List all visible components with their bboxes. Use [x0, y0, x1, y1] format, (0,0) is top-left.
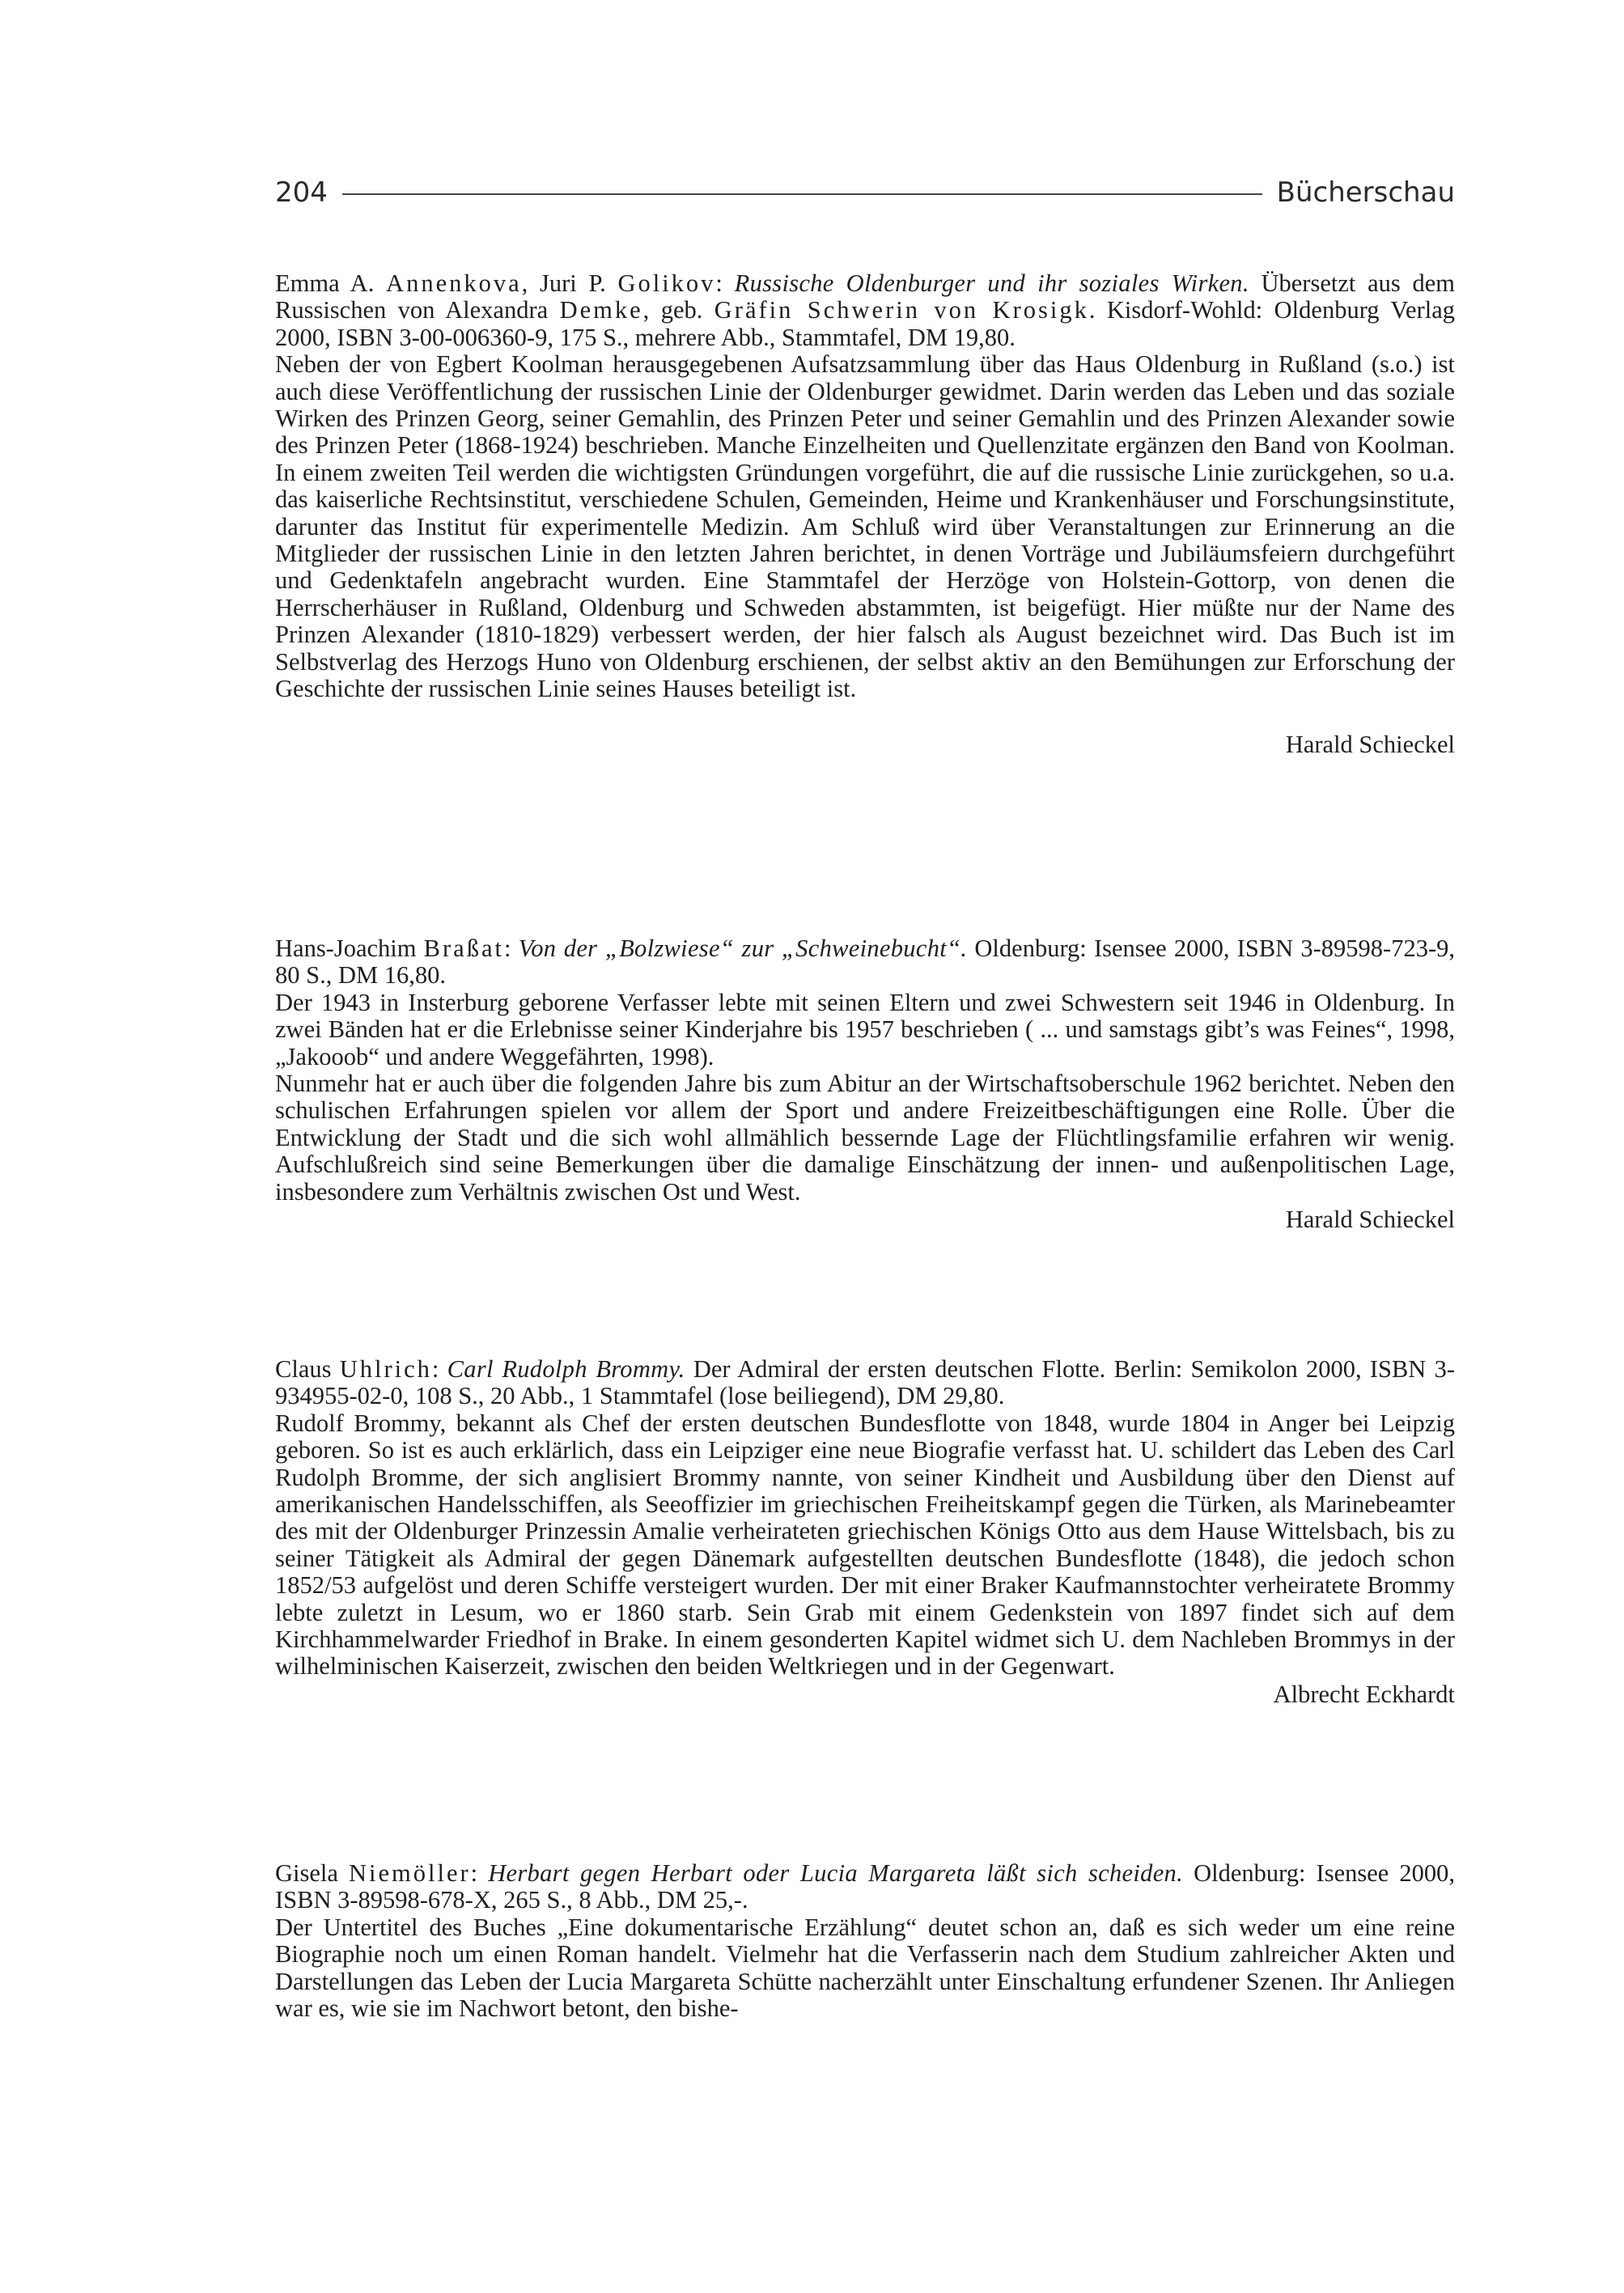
bibliographic-entry: Emma A. Annenkova, Juri P. Golikov: Russische Oldenburger und ihr soziales Wirken. Übersetzt aus dem Russischen von Alexandra Demke, geb. Gräfin Schwerin von Krosigk. Kisdorf-Wohld: Oldenburg Verlag 2000, ISBN 3-00-006360-9, 175 S., mehrere Abb., Stammtafel, DM 19,80. [275, 269, 1456, 351]
review-body: Der Untertitel des Buches „Eine dokumentarische Erzählung“ deutet schon an, daß es sich weder um eine reine Biographie noch um einen Roman handelt. Vielmehr hat die Verfasserin nach dem Studium zahlreicher Akten und Darstellungen das Leben der Lucia Margareta Schütte nacherzählt unter Einschaltung erfundener Szenen. Ihr Anliegen war es, wie sie im Nachwort betont, den bishe- [275, 1913, 1455, 2023]
header-rule [342, 193, 1262, 195]
bibliographic-entry: Claus Uhlrich: Carl Rudolph Brommy. Der Admiral der ersten deutschen Flotte. Berlin: Semikolon 2000, ISBN 3-934955-02-0, 108 S., 20 Abb., 1 Stammtafel (lose beiliegend), DM 29,80. [275, 1355, 1455, 1410]
translator-birth-name: Gräfin Schwerin von Krosigk [714, 296, 1089, 324]
review-body: Neben der von Egbert Koolman herausgegebenen Aufsatzsammlung über das Haus Oldenburg in Rußland (s.o.) ist auch diese Veröffentlichung der russischen Linie der Oldenburger gewidmet. Darin werden das Leben und das soziale Wirken des Prinzen Georg, seiner Gemahlin, des Prinzen Peter und seiner Gemahlin und des Prinzen Alexander sowie des Prinzen Peter (1868-1924) beschrieben. Manche Einzelheiten und Quellenzitate ergänzen den Band von Koolman. In einem zweiten Teil werden die wichtigsten Gründungen vorgeführt, die auf die russische Linie zurückgehen, so u.a. das kaiserliche Rechtsinstitut, verschiedene Schulen, Gemeinden, Heime und Krankenhäuser und Forschungsinstitute, darunter das Institut für experimentelle Medizin. Am Schluß wird über Veranstaltungen zur Erinnerung an die Mitglieder der russischen Linie in den letzten Jahren berichtet, in denen Vorträge und Jubiläumsfeiern durchgeführt und Gedenktafeln angebracht wurden. Eine Stammtafel der Herzöge von Holstein-Gottorp, von denen die Herrscherhäuser in Rußland, Oldenburg und Schweden abstammten, ist beigefügt. Hier müßte nur der Name des Prinzen Alexander (1810-1829) verbessert werden, der hier falsch als August bezeichnet wird. Das Buch ist im Selbstverlag des Herzogs Huno von Oldenburg erschienen, der selbst aktiv an den Bemühungen zur Erforschung der Geschichte der russischen Linie seines Hauses beteiligt ist. [275, 350, 1455, 703]
author-surname: Niemöller [349, 1859, 471, 1887]
reviewer-name: Harald Schieckel [1285, 730, 1455, 758]
author-surname: Annenkova [386, 269, 522, 297]
author-surname: Uhlrich [339, 1355, 432, 1383]
book-title: Von der „Bolzwiese“ zur „Schweinebucht“. [518, 935, 968, 962]
review-uhlrich [275, 1356, 1455, 1708]
review-brassat [275, 935, 1455, 1233]
book-title: Herbart gegen Herbart oder Lucia Margareta läßt sich scheiden. [488, 1859, 1184, 1887]
review-annenkova-golikov [275, 270, 1455, 758]
author-surname: Golikov [617, 269, 716, 297]
review-niemoeller [275, 1860, 1455, 2022]
page-number: 204 [275, 176, 328, 209]
book-title: Russische Oldenburger und ihr soziales Wirken. [734, 269, 1249, 297]
review-body: Der 1943 in Insterburg geborene Verfasser lebte mit seinen Eltern und zwei Schwestern seit 1946 in Oldenburg. In zwei Bänden hat er die Erlebnisse seiner Kinderjahre bis 1957 beschrieben ( ... und samstags gibt’s was Feines“, 1998, „Jakooob“ und andere Weggefährten, 1998). [275, 988, 1455, 1070]
review-body: Rudolf Brommy, bekannt als Chef der ersten deutschen Bundesflotte von 1848, wurde 1804 in Anger bei Leipzig geboren. So ist es auch erklärlich, dass ein Leipziger eine neue Biografie verfasst hat. U. schildert das Leben des Carl Rudolph Bromme, der sich anglisiert Brommy nannte, von seiner Kindheit und Ausbildung über den Dienst auf amerikanischen Handelsschiffen, als Seeoffizier im griechischen Freiheitskampf gegen die Türken, als Marinebeamter des mit der Oldenburger Prinzessin Amalie verheirateten griechischen Königs Otto aus dem Hause Wittelsbach, bis zu seiner Tätigkeit als Admiral der gegen Dänemark aufgestellten deutschen Bundesflotte (1848), die jedoch schon 1852/53 aufgelöst und deren Schiffe versteigert wurden. Der mit einer Braker Kaufmannstochter verheiratete Brommy lebte zuletzt in Lesum, wo er 1860 starb. Sein Grab mit einem Gedenkstein von 1897 findet sich auf dem Kirchhammelwarder Friedhof in Brake. In einem gesonderten Kapitel widmet sich U. dem Nachleben Brommys in der wilhelminischen Kaiserzeit, zwischen den beiden Weltkriegen und in der Gegenwart. [275, 1409, 1455, 1681]
review-body: Nunmehr hat er auch über die folgenden Jahre bis zum Abitur an der Wirtschaftsoberschule 1962 berichtet. Neben den schulischen Erfahrungen spielen vor allem der Sport und andere Freizeitbeschäftigungen eine Rolle. Über die Entwicklung der Stadt und die sich wohl allmählich bessernde Lage der Flüchtlingsfamilie erfahren wir wenig. Aufschlußreich sind seine Bemerkungen über die damalige Einschätzung der innen- und außenpolitischen Lage, insbesondere zum Verhältnis zwischen Ost und West. [275, 1070, 1455, 1206]
translator-surname: Demke [559, 296, 643, 324]
bibliographic-entry: Gisela Niemöller: Herbart gegen Herbart oder Lucia Margareta läßt sich scheiden. Oldenburg: Isensee 2000, ISBN 3-89598-678-X, 265 S., 8 Abb., DM 25,-. [275, 1859, 1455, 1914]
reviewer-name: Albrecht Eckhardt [1273, 1680, 1455, 1708]
reviewer-name: Harald Schieckel [1285, 1206, 1455, 1234]
bibliographic-entry: Hans-Joachim Braßat: Von der „Bolzwiese“ zur „Schweinebucht“. Oldenburg: Isensee 2000, ISBN 3-89598-723-9, 80 S., DM 16,80. [275, 935, 1455, 990]
section-title: Bücherschau [1276, 176, 1455, 209]
author-surname: Braßat [423, 935, 504, 962]
book-title: Carl Rudolph Brommy. [447, 1355, 685, 1383]
running-head [275, 176, 1455, 209]
